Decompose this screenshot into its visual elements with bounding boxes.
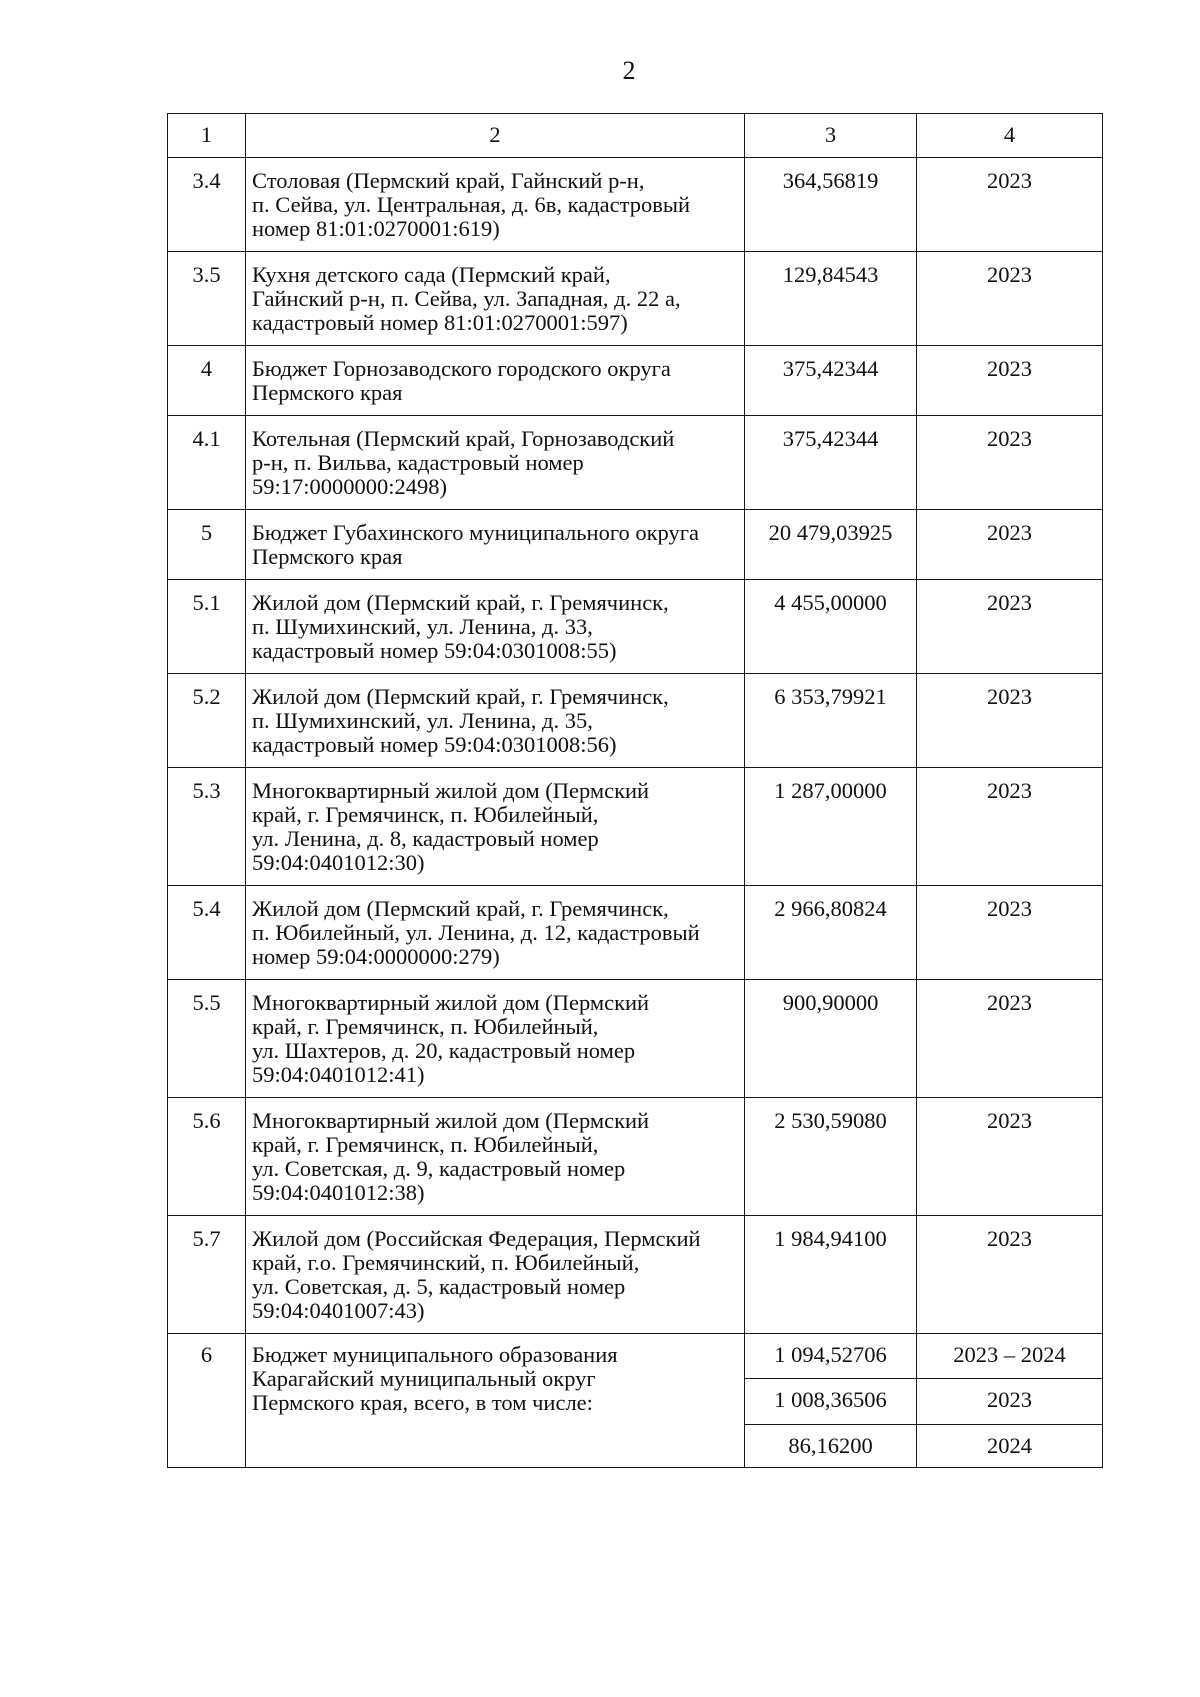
year-cell: 2023 (917, 158, 1103, 252)
year-cell: 2023 (917, 768, 1103, 886)
table-row (168, 510, 1103, 580)
object-name: Многоквартирный жилой дом (Пермский край, г. Гремячинск, п. Юбилейный, ул. Советская, д. 9, кадастровый номер 59:04:0401012:38) (246, 1098, 745, 1216)
row-number: 4 (168, 346, 246, 416)
year-cell: 2023 (917, 1379, 1103, 1424)
object-name: Жилой дом (Пермский край, г. Гремячинск, п. Шумихинский, ул. Ленина, д. 33, кадастровый номер 59:04:0301008:55) (246, 580, 745, 674)
amount-cell: 86,16200 (745, 1424, 917, 1467)
table-row (168, 416, 1103, 510)
amount-cell: 375,42344 (745, 346, 917, 416)
amount-cell: 2 966,80824 (745, 886, 917, 980)
row-number: 3.5 (168, 252, 246, 346)
object-name: Жилой дом (Пермский край, г. Гремячинск, п. Шумихинский, ул. Ленина, д. 35, кадастровый номер 59:04:0301008:56) (246, 674, 745, 768)
year-cell: 2023 (917, 580, 1103, 674)
amount-cell: 129,84543 (745, 252, 917, 346)
amount-cell: 1 984,94100 (745, 1216, 917, 1334)
row-number: 5.7 (168, 1216, 246, 1334)
row-number: 5.3 (168, 768, 246, 886)
row-number: 4.1 (168, 416, 246, 510)
row-number: 3.4 (168, 158, 246, 252)
table-row (168, 580, 1103, 674)
year-cell: 2023 (917, 1216, 1103, 1334)
table-row (168, 886, 1103, 980)
amount-cell: 6 353,79921 (745, 674, 917, 768)
amount-cell: 1 008,36506 (745, 1379, 917, 1424)
object-name: Жилой дом (Пермский край, г. Гремячинск, п. Юбилейный, ул. Ленина, д. 12, кадастровый номер 59:04:0000000:279) (246, 886, 745, 980)
object-name: Столовая (Пермский край, Гайнский р-н, п. Сейва, ул. Центральная, д. 6в, кадастровый номер 81:01:0270001:619) (246, 158, 745, 252)
year-cell: 2023 (917, 886, 1103, 980)
table-row (168, 1098, 1103, 1216)
year-cell: 2023 (917, 510, 1103, 580)
budget-table (167, 113, 1103, 1468)
amount-cell: 900,90000 (745, 980, 917, 1098)
table-row-total (168, 1334, 1103, 1379)
amount-cell: 4 455,00000 (745, 580, 917, 674)
row-number: 5.2 (168, 674, 246, 768)
table-row (168, 346, 1103, 416)
row-number: 6 (168, 1334, 246, 1468)
column-header-4: 4 (917, 114, 1103, 158)
object-name: Жилой дом (Российская Федерация, Пермский край, г.о. Гремячинский, п. Юбилейный, ул. Советская, д. 5, кадастровый номер 59:04:0401007:43) (246, 1216, 745, 1334)
year-cell: 2023 (917, 1098, 1103, 1216)
amount-cell: 375,42344 (745, 416, 917, 510)
year-cell: 2023 – 2024 (917, 1334, 1103, 1379)
empty-cell (246, 1424, 745, 1467)
amount-cell: 20 479,03925 (745, 510, 917, 580)
amount-cell: 364,56819 (745, 158, 917, 252)
row-number: 5.1 (168, 580, 246, 674)
table-row (168, 674, 1103, 768)
table-header-row (168, 114, 1103, 158)
object-name: Кухня детского сада (Пермский край, Гайнский р-н, п. Сейва, ул. Западная, д. 22 а, кадастровый номер 81:01:0270001:597) (246, 252, 745, 346)
amount-cell: 1 287,00000 (745, 768, 917, 886)
object-name: Многоквартирный жилой дом (Пермский край, г. Гремячинск, п. Юбилейный, ул. Шахтеров, д. 20, кадастровый номер 59:04:0401012:41) (246, 980, 745, 1098)
table-row-sub (168, 1424, 1103, 1467)
object-name: Многоквартирный жилой дом (Пермский край, г. Гремячинск, п. Юбилейный, ул. Ленина, д. 8, кадастровый номер 59:04:0401012:30) (246, 768, 745, 886)
row-number: 5.5 (168, 980, 246, 1098)
year-cell: 2023 (917, 252, 1103, 346)
object-name: Бюджет Горнозаводского городского округа Пермского края (246, 346, 745, 416)
column-header-2: 2 (246, 114, 745, 158)
table-row (168, 768, 1103, 886)
table-row (168, 1216, 1103, 1334)
year-cell: 2023 (917, 346, 1103, 416)
year-cell: 2023 (917, 674, 1103, 768)
row-number: 5.4 (168, 886, 246, 980)
page-number: 2 (622, 56, 636, 85)
table-row (168, 980, 1103, 1098)
column-header-3: 3 (745, 114, 917, 158)
year-cell: 2024 (917, 1424, 1103, 1467)
table-row (168, 158, 1103, 252)
object-name: Бюджет Губахинского муниципального округа Пермского края (246, 510, 745, 580)
year-cell: 2023 (917, 980, 1103, 1098)
row-number: 5 (168, 510, 246, 580)
amount-cell: 1 094,52706 (745, 1334, 917, 1379)
object-name: Котельная (Пермский край, Горнозаводский р-н, п. Вильва, кадастровый номер 59:17:0000000:2498) (246, 416, 745, 510)
object-name: Бюджет муниципального образования Карагайский муниципальный округ Пермского края, всего, в том числе: (246, 1334, 745, 1425)
year-cell: 2023 (917, 416, 1103, 510)
amount-cell: 2 530,59080 (745, 1098, 917, 1216)
row-number: 5.6 (168, 1098, 246, 1216)
column-header-1: 1 (168, 114, 246, 158)
table-row (168, 252, 1103, 346)
